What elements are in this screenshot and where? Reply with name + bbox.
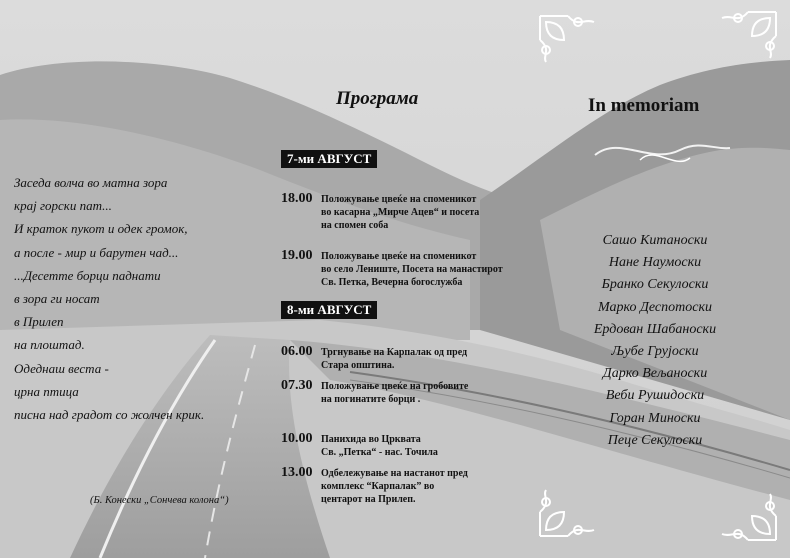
event-line: Положување цвеќе на гробовите xyxy=(321,381,469,392)
program-event xyxy=(281,193,541,232)
corner-ornament-icon xyxy=(538,14,598,64)
corner-ornament-icon xyxy=(538,488,598,538)
event-line: Св. „Петка“ - нас. Точила xyxy=(321,447,438,458)
program-title: Програма xyxy=(336,88,419,109)
event-line: во село Лениште, Посета на манастирот xyxy=(321,264,503,275)
event-line: Стара општина. xyxy=(321,360,395,371)
event-time: 13.00 xyxy=(281,465,313,480)
event-line: на погинатите борци . xyxy=(321,394,421,405)
memoriam-name: Ердован Шабаноски xyxy=(593,321,717,337)
event-line: Положување цвеќе на споменикот xyxy=(321,194,477,205)
event-line: во касарна „Мирче Ацев“ и посета xyxy=(321,207,480,218)
poem-line: крај горски пат... xyxy=(14,198,112,214)
day-header-8-august: 8-ми АВГУСТ xyxy=(281,301,377,319)
event-line: Одбележување на настанот пред xyxy=(321,468,468,479)
poem-line: ...Десетте борци паднати xyxy=(14,267,161,283)
event-line: Тргнување на Карпалак од пред xyxy=(321,347,468,358)
poem-line: в Прилеп xyxy=(14,314,64,330)
event-time: 10.00 xyxy=(281,431,313,446)
memoriam-name: Веби Рушидоски xyxy=(605,388,705,404)
memoriam-name: Пеце Секулоски xyxy=(607,432,703,448)
poem xyxy=(14,171,274,426)
event-line: на спомен соба xyxy=(321,220,389,231)
poem-line: на плоштад. xyxy=(14,337,85,353)
event-time: 18.00 xyxy=(281,191,313,206)
memoriam-title: In memoriam xyxy=(588,95,700,116)
event-line: центарот на Прилеп. xyxy=(321,494,416,505)
program-event xyxy=(281,346,541,372)
memoriam-name: Марко Деспотоски xyxy=(597,299,712,315)
event-time: 07.30 xyxy=(281,378,313,393)
poem-attribution: (Б. Конески „Сончева колона“) xyxy=(90,495,229,506)
program-event xyxy=(281,467,541,506)
corner-ornament-icon xyxy=(718,492,778,542)
poem-line: Одеднаш веста - xyxy=(14,360,109,376)
memoriam-name: Бранко Секулоски xyxy=(601,277,709,293)
memoriam-name: Нане Наумоски xyxy=(608,255,702,271)
memoriam-names xyxy=(560,230,750,452)
memoriam-name: Љубе Грујоски xyxy=(611,343,699,359)
day-header-7-august: 7-ми АВГУСТ xyxy=(281,150,377,168)
event-line: комплекс “Карпалак” во xyxy=(321,481,435,492)
poem-line: Заседа волча во матна зора xyxy=(14,175,168,190)
poem-line: а после - мир и барутен чад... xyxy=(14,244,179,260)
event-line: Положување цвеќе на споменикот xyxy=(321,251,477,262)
corner-ornament-icon xyxy=(718,10,778,60)
program-event xyxy=(281,380,541,406)
poem-line: И краток пукот и одек громок, xyxy=(14,221,188,237)
memoriam-name: Горан Миноски xyxy=(609,410,701,426)
memoriam-name: Сашо Китаноски xyxy=(602,233,708,248)
event-line: Панихида во Црквата xyxy=(321,434,421,445)
program-event xyxy=(281,433,541,459)
event-time: 19.00 xyxy=(281,248,313,263)
program-event xyxy=(281,250,541,289)
event-time: 06.00 xyxy=(281,344,313,359)
poem-line: црна птица xyxy=(14,383,79,399)
poem-line: писна над градот со жолчен крик. xyxy=(14,406,205,422)
event-line: Св. Петка, Вечерна богослужба xyxy=(321,277,463,288)
poem-line: в зора ги носат xyxy=(14,290,100,306)
memoriam-name: Дарко Вељаноски xyxy=(602,366,708,382)
